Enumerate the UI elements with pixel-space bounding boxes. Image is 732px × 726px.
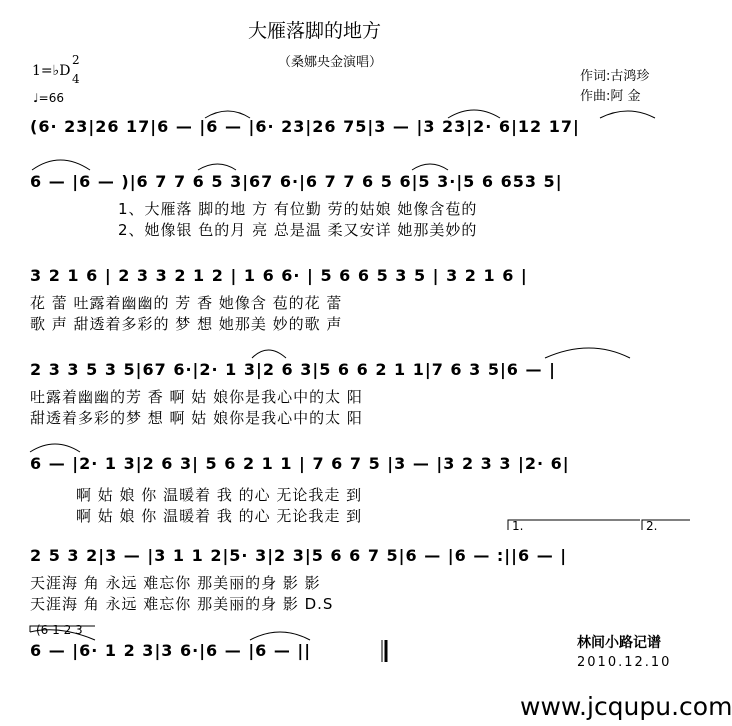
lyric-line-6-verse-1: 天涯海 角 永远 难忘你 那美丽的身 影 影 xyxy=(30,574,321,592)
song-title: 大雁落脚的地方 xyxy=(248,20,382,42)
lyric-line-2-verse-1: 1、大雁落 脚的地 方 有位勤 劳的姑娘 她像含苞的 xyxy=(118,200,478,218)
lyric-line-6-verse-2: 天涯海 角 永远 难忘你 那美丽的身 影 D.S xyxy=(30,595,334,613)
site-watermark: www.jcqupu.com xyxy=(520,692,732,721)
composer-credit: 作曲:阿 金 xyxy=(580,89,641,104)
lyric-line-2-verse-2: 2、她像银 色的月 亮 总是温 柔又安详 她那美妙的 xyxy=(118,221,478,239)
tempo-marking: ♩=66 xyxy=(33,91,64,105)
score-line-2: 6 — |6 — )|6 7 7 6 5 3|67 6·|6 7 7 6 5 6|5 3·|5 6 653 5| xyxy=(30,172,563,191)
volta-2-label: 2. xyxy=(646,519,658,533)
lyricist-credit: 作词:古鸿珍 xyxy=(580,69,650,84)
volta-1-label: 1. xyxy=(512,519,524,533)
grace-notes: (6 1 2 3 xyxy=(36,623,83,637)
lyric-line-4-verse-2: 甜透着多彩的梦 想 啊 姑 娘你是我心中的太 阳 xyxy=(30,409,363,427)
score-line-7: 6 — |6· 1 2 3|3 6·|6 — |6 — || xyxy=(30,641,312,660)
lyric-line-4-verse-1: 吐露着幽幽的芳 香 啊 姑 娘你是我心中的太 阳 xyxy=(30,388,363,406)
time-signature-bottom: 4 xyxy=(72,72,80,86)
slur-mark xyxy=(545,348,630,358)
slur-mark xyxy=(250,632,310,640)
lyric-line-5-verse-2: 啊 姑 娘 你 温暖着 我 的心 无论我走 到 xyxy=(76,507,363,525)
slur-mark xyxy=(198,164,236,170)
slur-mark xyxy=(252,350,286,358)
performer-subtitle: （桑娜央金演唱） xyxy=(278,55,383,70)
score-line-3: 3 2 1 6 | 2 3 3 2 1 2 | 1 6 6· | 5 6 6 5 3 5 | 3 2 1 6 | xyxy=(30,266,528,285)
score-line-6: 2 5 3 2|3 — |3 1 1 2|5· 3|2 3|5 6 6 7 5|6 — |6 — :||6 — | xyxy=(30,546,568,565)
volta-1-bracket xyxy=(508,520,640,530)
slur-mark xyxy=(205,111,250,118)
slur-mark xyxy=(412,164,448,170)
slur-mark xyxy=(600,111,655,118)
volta-2-bracket xyxy=(642,520,690,530)
score-line-1: (6· 23|26 17|6 — |6 — |6· 23|26 75|3 — |3 23|2· 6|12 17| xyxy=(30,117,580,136)
score-line-4: 2 3 3 5 3 5|67 6·|2· 1 3|2 6 3|5 6 6 2 1 1|7 6 3 5|6 — | xyxy=(30,360,556,379)
lyric-line-5-verse-1: 啊 姑 娘 你 温暖着 我 的心 无论我走 到 xyxy=(76,486,363,504)
slur-mark xyxy=(32,160,90,170)
key-signature: 1=♭D xyxy=(32,63,71,79)
time-signature-top: 2 xyxy=(72,53,80,67)
lyric-line-3-verse-1: 花 蕾 吐露着幽幽的 芳 香 她像含 苞的花 蕾 xyxy=(30,294,343,312)
grace-slur xyxy=(30,630,95,640)
lyric-line-3-verse-2: 歌 声 甜透着多彩的 梦 想 她那美 妙的歌 声 xyxy=(30,315,343,333)
transcription-date: 2010.12.10 xyxy=(577,655,672,670)
slur-mark xyxy=(30,444,80,452)
score-line-5: 6 — |2· 1 3|2 6 3| 5 6 2 1 1 | 7 6 7 5 |3 — |3 2 3 3 |2· 6| xyxy=(30,454,570,473)
slur-mark xyxy=(448,110,500,118)
transcriber-credit: 林间小路记谱 xyxy=(577,635,661,651)
